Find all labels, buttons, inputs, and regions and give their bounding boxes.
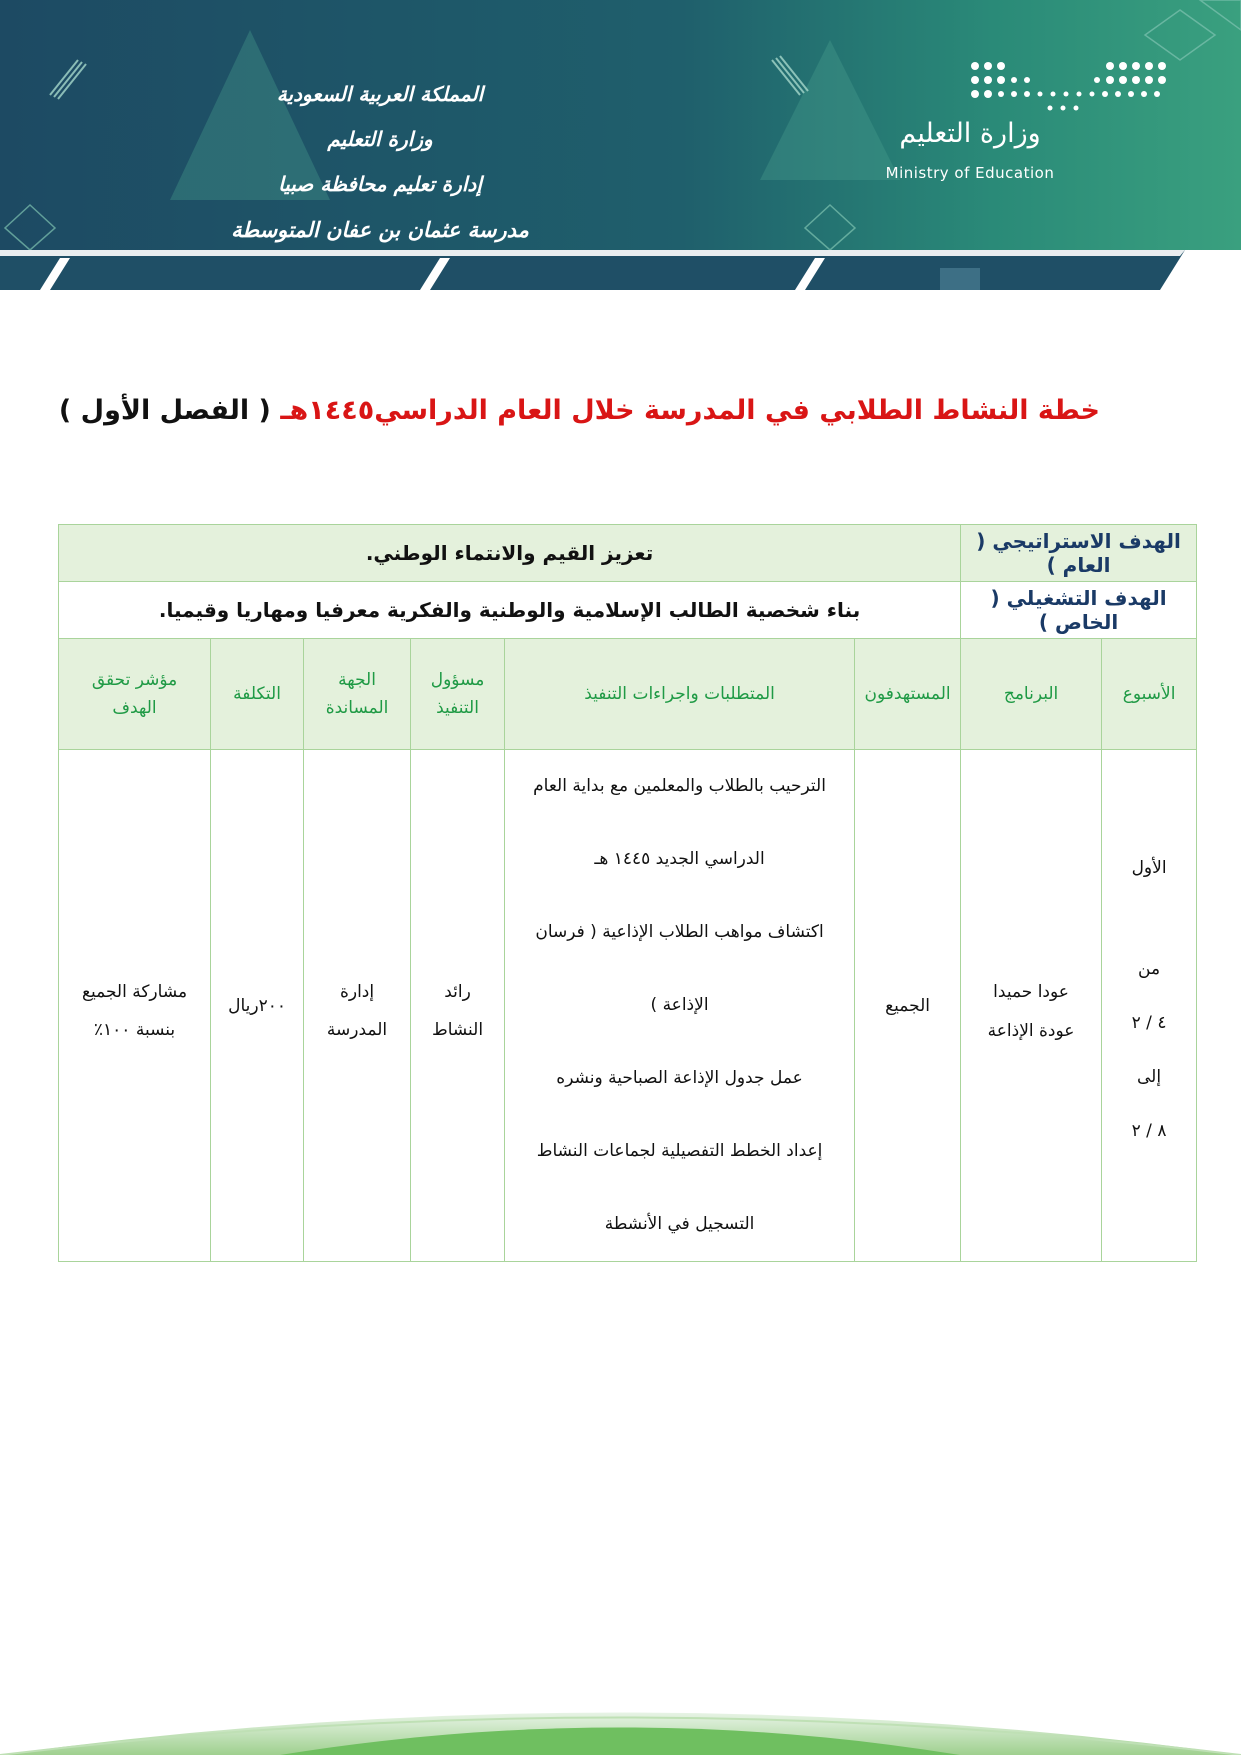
indicator-line2: بنسبة ١٠٠٪ bbox=[93, 1019, 176, 1040]
country-name: المملكة العربية السعودية bbox=[276, 82, 484, 106]
requirement-item: إعداد الخطط التفصيلية لجماعات النشاط bbox=[536, 1141, 823, 1161]
operational-goal-label: الهدف التشغيلي ( الخاص ) bbox=[961, 582, 1197, 639]
col-cost: التكلفة bbox=[211, 639, 304, 750]
col-support-line1: الجهة bbox=[338, 670, 376, 690]
week-from: من bbox=[1138, 958, 1161, 979]
col-support bbox=[304, 639, 411, 750]
strategic-goal-label: الهدف الاستراتيجي ( العام ) bbox=[961, 525, 1197, 582]
cell-indicator bbox=[59, 750, 211, 1262]
requirement-item: الإذاعة ) bbox=[650, 995, 709, 1015]
col-support-line2: المساندة bbox=[325, 698, 389, 718]
col-responsible-line1: مسؤول bbox=[430, 670, 485, 690]
col-indicator-line1: مؤشر تحقق bbox=[91, 670, 178, 690]
title-main: خطة النشاط الطلابي في المدرسة خلال العام الدراسي١٤٤٥هـ bbox=[280, 395, 1100, 426]
cell-requirements bbox=[505, 750, 855, 1262]
activity-plan-table bbox=[58, 524, 1197, 1262]
col-requirements: المتطلبات واجراءات التنفيذ bbox=[505, 639, 855, 750]
requirement-item: اكتشاف مواهب الطلاب الإذاعية ( فرسان bbox=[535, 922, 824, 942]
cell-program bbox=[961, 750, 1102, 1262]
col-responsible bbox=[411, 639, 505, 750]
title-term: ( الفصل الأول ) bbox=[58, 395, 271, 426]
footer-decoration bbox=[0, 1680, 1241, 1755]
directorate-name: إدارة تعليم محافظة صبيا bbox=[278, 172, 482, 196]
responsible-line1: رائد bbox=[444, 981, 471, 1002]
requirement-item: التسجيل في الأنشطة bbox=[604, 1214, 755, 1234]
table-row bbox=[59, 750, 1197, 1262]
header-banner bbox=[0, 0, 1241, 290]
col-week: الأسبوع bbox=[1102, 639, 1197, 750]
col-responsible-line2: التنفيذ bbox=[436, 698, 479, 718]
requirement-item: الترحيب بالطلاب والمعلمين مع بداية العام bbox=[533, 776, 826, 796]
program-line2: عودة الإذاعة bbox=[987, 1020, 1075, 1041]
logo-english-text: Ministry of Education bbox=[885, 164, 1055, 182]
logo-arabic-text: وزارة التعليم bbox=[899, 118, 1041, 149]
cell-responsible bbox=[411, 750, 505, 1262]
week-end: ٨ / ٢ bbox=[1131, 1120, 1167, 1141]
support-line2: المدرسة bbox=[326, 1019, 388, 1040]
week-start: ٤ / ٢ bbox=[1131, 1012, 1167, 1033]
school-name: مدرسة عثمان بن عفان المتوسطة bbox=[231, 217, 529, 242]
operational-goal-row bbox=[59, 582, 1197, 639]
strategic-goal-value: تعزيز القيم والانتماء الوطني. bbox=[59, 525, 961, 582]
support-line1: إدارة bbox=[339, 981, 375, 1002]
week-to: إلى bbox=[1137, 1066, 1162, 1087]
week-ordinal: الأول bbox=[1131, 857, 1167, 878]
indicator-line1: مشاركة الجميع bbox=[81, 981, 188, 1002]
program-line1: عودا حميدا bbox=[993, 981, 1069, 1002]
cell-target: الجميع bbox=[855, 750, 961, 1262]
strategic-goal-row bbox=[59, 525, 1197, 582]
cell-cost: ٢٠٠ريال bbox=[211, 750, 304, 1262]
col-program: البرنامج bbox=[961, 639, 1102, 750]
footer-wave bbox=[0, 1680, 1241, 1755]
ministry-name: وزارة التعليم bbox=[327, 127, 433, 151]
col-indicator-line2: الهدف bbox=[112, 698, 157, 718]
requirement-item: الدراسي الجديد ١٤٤٥ هـ bbox=[594, 849, 765, 869]
operational-goal-value: بناء شخصية الطالب الإسلامية والوطنية والفكرية معرفيا ومهاريا وقيميا. bbox=[59, 582, 961, 639]
cell-week bbox=[1102, 750, 1197, 1262]
table-header-row bbox=[59, 639, 1197, 750]
requirement-item: عمل جدول الإذاعة الصباحية ونشره bbox=[556, 1068, 803, 1088]
ministry-logo bbox=[870, 58, 1090, 188]
ministry-header-text bbox=[170, 72, 590, 252]
cell-support bbox=[304, 750, 411, 1262]
col-target: المستهدفون bbox=[855, 639, 961, 750]
document-title bbox=[58, 395, 1100, 426]
col-indicator bbox=[59, 639, 211, 750]
responsible-line2: النشاط bbox=[431, 1019, 484, 1040]
